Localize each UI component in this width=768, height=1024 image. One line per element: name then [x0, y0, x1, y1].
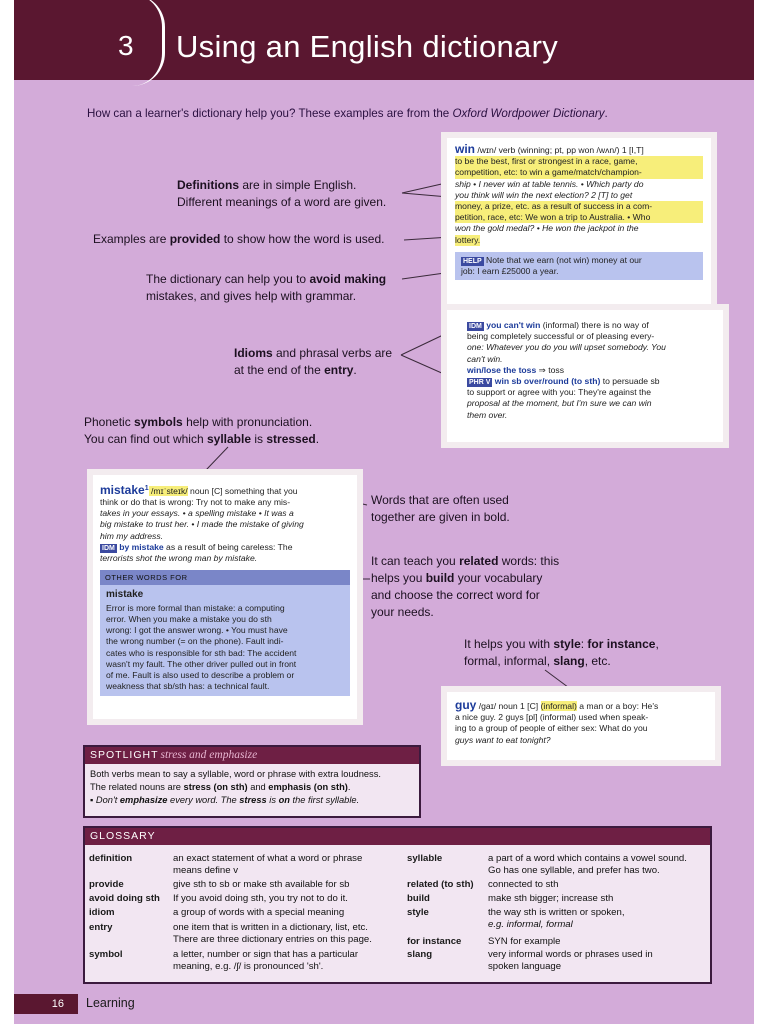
- annotation-mistakes: The dictionary can help you to avoid making mistakes, and gives help with grammar.: [146, 272, 387, 303]
- chapter-title: Using an English dictionary: [176, 29, 559, 64]
- other-words-box: OTHER WORDS FOR mistake Error is more formal than mistake: a computing error. When you make a mistake you do sth wrong: I got the answer wrong. • You must have the wrong number (= on the phone). Fault indi- cates who is responsible for sth bad: The accident wasn't my fault. The other driver pulled out in front of me. Fault is also used to describe a problem or weakness that sb/sth has: a technical fault.: [100, 570, 350, 696]
- glossary-box: GLOSSARY definition an exact statement of what a word or phrase means define v provide give sth to sb or make sth available for sb avoid doing sth If you avoid doing sth, you try not to do it. idiom a group of words with a special meaning entry one item that is written in a dictionary, list, etc. There are three dictionary entries on this page. symbol a letter, number or sign that has a particular meaning, e.g. /ʃ/ is pronounced 'sh'. syllable a part of a word which contains a vowel sound. Go has one syllable, and prefer has two. related (to sth) connected to sth build make sth bigger; increase sth style the way sth is written or spoken, e.g. informal, formal for instance SYN for example slang very informal words or phrases used in spoken language: [83, 826, 712, 984]
- annotation-bold-words: Words that are often used together are given in bold.: [371, 493, 510, 524]
- help-note: HELP Note that we earn (not win) money at our job: I earn £25000 a year.: [455, 252, 703, 280]
- idiom-dictionary-entry: IDM you can't win (informal) there is no way of being completely successful or of pleasing every- one: Whatever you do you will upset somebody. You can't win. win/lose the toss ⇒ toss PHR V win sb over/round (to sth) to persuade sb to support or agree with you: They're against the proposal at the moment, but I'm sure we can win them over.: [447, 310, 723, 442]
- intro-text: How can a learner's dictionary help you? These examples are from the Oxford Wordpower Dictionary.: [87, 107, 608, 120]
- guy-dictionary-entry: guy /gaɪ/ noun 1 [C] (informal) a man or a boy: He's a nice guy. 2 guys [pl] (informal) used when speak- ing to a group of people of either sex: What do you guys want to eat tonight?: [447, 692, 715, 760]
- entry-headword: guy: [455, 698, 477, 712]
- win-dictionary-entry: win /wɪn/ verb (winning; pt, pp won /wʌn/) 1 [I,T] to be the best, first or strongest in a race, game, competition, etc: to win a game/match/champion- ship • I never win at table tennis. • Which party do you think will win the next election? 2 [T] to get money, a prize, etc. as a result of success in a com- petition, race, etc: We won a trip to Australia. • Who won the gold medal? • He won the jackpot in the lottery. HELP Note that we earn (not win) money at our job: I earn £25000 a year.: [447, 138, 711, 304]
- help-tag: HELP: [463, 257, 482, 265]
- chapter-number: 3: [118, 30, 134, 61]
- annotation-definitions: Definitions are in simple English. Different meanings of a word are given.: [177, 178, 387, 209]
- entry-headword: mistake: [100, 482, 145, 497]
- mistake-dictionary-entry: mistake$^1$ /mɪˈsteɪk/ noun [C] something that you think or do that is wrong: Try not to make any mis- takes in your essays. • a spelling mistake • It was a big mistake to trust her. • I made the mistake of giving him my address. IDM by mistake as a result of being careless: The terrorists shot the wrong man by mistake. OTHER WORDS FOR mistake Error is more formal than mistake: a computing error. When you make a mistake you do sth wrong: I got the answer wrong. • You must have the wrong number (= on the phone). Fault indi- cates who is responsible for sth bad: The accident wasn't my fault. The other driver pulled out in front of me. Fault is also used to describe a problem or weakness that sb/sth has: a technical fault.: [93, 475, 357, 719]
- entry-headword: win: [455, 142, 475, 156]
- annotation-idioms: Idioms and phrasal verbs are at the end of the entry.: [234, 346, 393, 377]
- annotation-phonetic: Phonetic symbols help with pronunciation. You can find out which syllable is stressed.: [84, 415, 320, 446]
- annotation-examples: Examples are provided to show how the word is used.: [93, 232, 385, 246]
- annotation-related: It can teach you related words: this helps you build your vocabulary and choose the correct word for your needs.: [371, 554, 560, 619]
- annotation-style: It helps you with style: for instance, formal, informal, slang, etc.: [464, 637, 659, 668]
- spotlight-box: SPOTLIGHT stress and emphasize Both verbs mean to say a syllable, word or phrase with extra loudness. The related nouns are stress (on sth) and emphasis (on sth). ▪ Don't emphasize every word. The stress is on the first syllable.: [83, 745, 421, 818]
- section-name: Learning: [86, 996, 135, 1010]
- page-number: 16: [14, 994, 78, 1014]
